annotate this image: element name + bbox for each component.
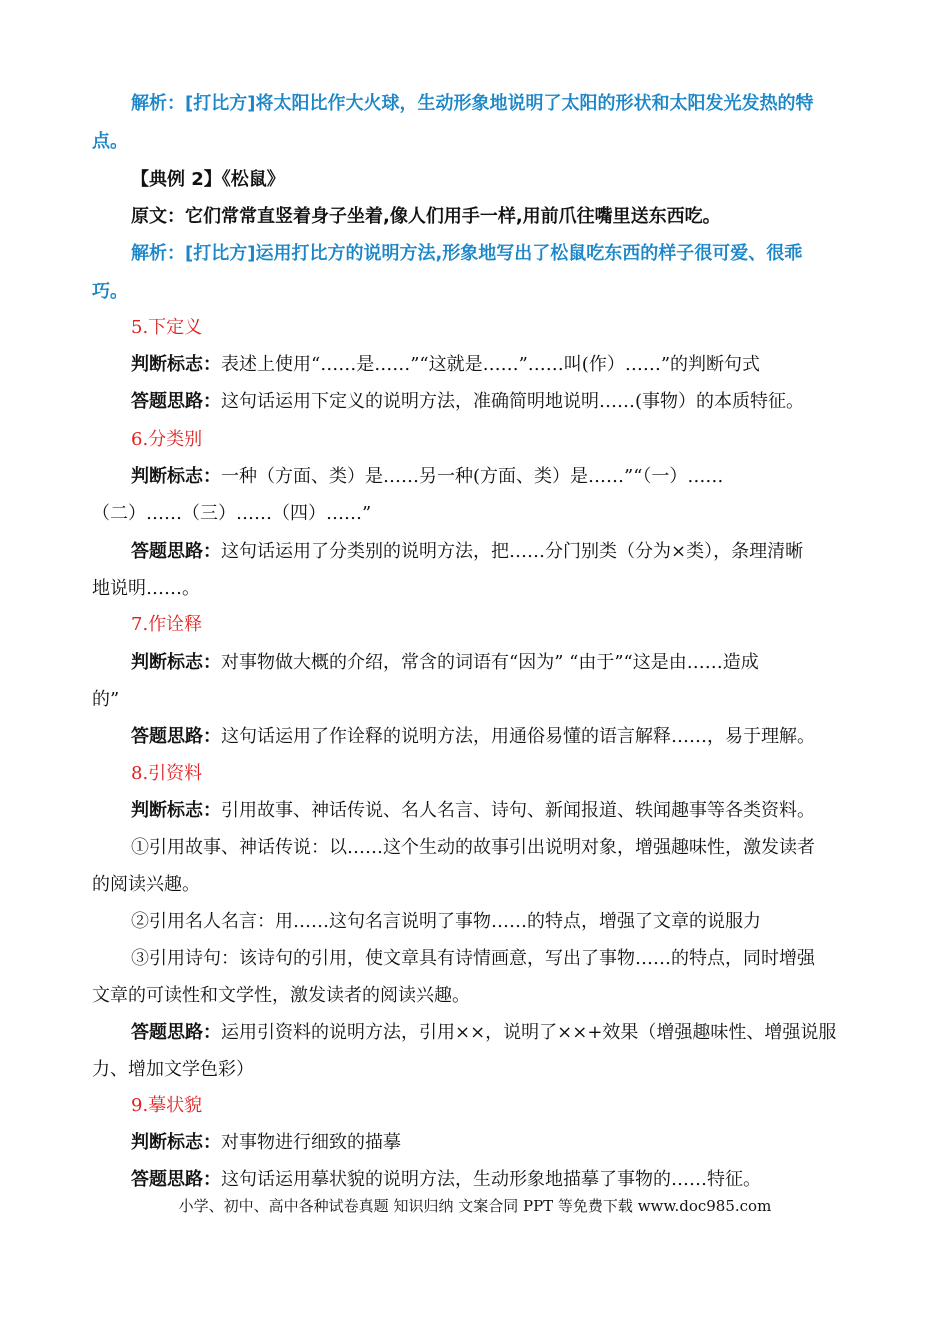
idea-label: 答题思路： <box>131 1022 221 1043</box>
section8-mark-text: 引用故事、神话传说、名人名言、诗句、新闻报道、轶闻趣事等各类资料。 <box>221 800 815 821</box>
section9-idea-text: 这句话运用摹状貌的说明方法，生动形象地描摹了事物的……特征。 <box>221 1169 761 1190</box>
section7-mark-line2: 的” <box>92 689 120 710</box>
section6-mark-text: 一种（方面、类）是……另一种(方面、类）是……”“（一）…… <box>221 466 724 487</box>
example2-analysis-line1: 解析：[打比方]运用打比方的说明方法,形象地写出了松鼠吃东西的样子很可爱、很乖 <box>131 243 803 264</box>
idea-label: 答题思路： <box>131 391 221 412</box>
example1-analysis-line1: 解析：[打比方]将太阳比作大火球，生动形象地说明了太阳的形状和太阳发光发热的特 <box>131 93 814 114</box>
section5-heading: 5.下定义 <box>131 317 203 338</box>
section6-heading: 6.分类别 <box>131 429 203 450</box>
section9-mark-text: 对事物进行细致的描摹 <box>221 1132 401 1153</box>
section7-idea <box>131 725 858 749</box>
section6-idea-line2: 地说明……。 <box>92 578 200 599</box>
section8-mark <box>131 799 858 823</box>
page-footer: 小学、初中、高中各种试卷真题 知识归纳 文案合同 PPT 等免费下载 www.doc985.com <box>178 1197 772 1215</box>
section7-heading: 7.作诠释 <box>131 614 203 635</box>
section8-point1-line2: 的阅读兴趣。 <box>92 874 200 895</box>
section8-heading: 8.引资料 <box>131 763 203 784</box>
section7-idea-text: 这句话运用了作诠释的说明方法，用通俗易懂的语言解释……，易于理解。 <box>221 726 815 747</box>
mark-label: 判断标志： <box>131 1132 221 1153</box>
section6-mark-line2: （二）……（三）……（四）……” <box>92 503 372 524</box>
section9-idea <box>131 1168 858 1192</box>
section8-idea <box>131 1021 858 1045</box>
section8-idea-text: 运用引资料的说明方法，引用××，说明了××+效果（增强趣味性、增强说服 <box>221 1022 837 1043</box>
example2-original-text: 原文：它们常常直竖着身子坐着,像人们用手一样,用前爪往嘴里送东西吃。 <box>131 206 721 227</box>
section5-idea <box>131 390 858 414</box>
idea-label: 答题思路： <box>131 726 221 747</box>
section8-point1-line1: ①引用故事、神话传说：以……这个生动的故事引出说明对象，增强趣味性，激发读者 <box>131 837 815 858</box>
section5-mark-text: 表述上使用“……是……”“这就是……”……叫(作）……”的判断句式 <box>221 354 761 375</box>
mark-label: 判断标志： <box>131 652 221 673</box>
section6-mark <box>131 465 858 489</box>
idea-label: 答题思路： <box>131 1169 221 1190</box>
mark-label: 判断标志： <box>131 800 221 821</box>
section9-heading: 9.摹状貌 <box>131 1095 203 1116</box>
mark-label: 判断标志： <box>131 354 221 375</box>
example1-analysis-line2: 点。 <box>92 131 128 152</box>
section7-mark <box>131 651 858 675</box>
section6-idea-text: 这句话运用了分类别的说明方法，把……分门别类（分为×类），条理清晰 <box>221 541 804 562</box>
section8-idea-line2: 力、增加文学色彩） <box>92 1059 254 1080</box>
section5-mark <box>131 353 858 377</box>
section9-mark <box>131 1131 858 1155</box>
section8-point3-line1: ③引用诗句：该诗句的引用，使文章具有诗情画意，写出了事物……的特点，同时增强 <box>131 948 815 969</box>
section6-idea <box>131 540 858 564</box>
example2-analysis-line2: 巧。 <box>92 281 128 302</box>
section8-point2: ②引用名人名言：用……这句名言说明了事物……的特点，增强了文章的说服力 <box>131 911 761 932</box>
section5-idea-text: 这句话运用下定义的说明方法，准确简明地说明……(事物）的本质特征。 <box>221 391 805 412</box>
section8-point3-line2: 文章的可读性和文学性，激发读者的阅读兴趣。 <box>92 985 470 1006</box>
section7-mark-text: 对事物做大概的介绍，常含的词语有“因为” “由于”“这是由……造成 <box>221 652 759 673</box>
example2-title: 【典例 2】《松鼠》 <box>131 169 285 190</box>
mark-label: 判断标志： <box>131 466 221 487</box>
idea-label: 答题思路： <box>131 541 221 562</box>
